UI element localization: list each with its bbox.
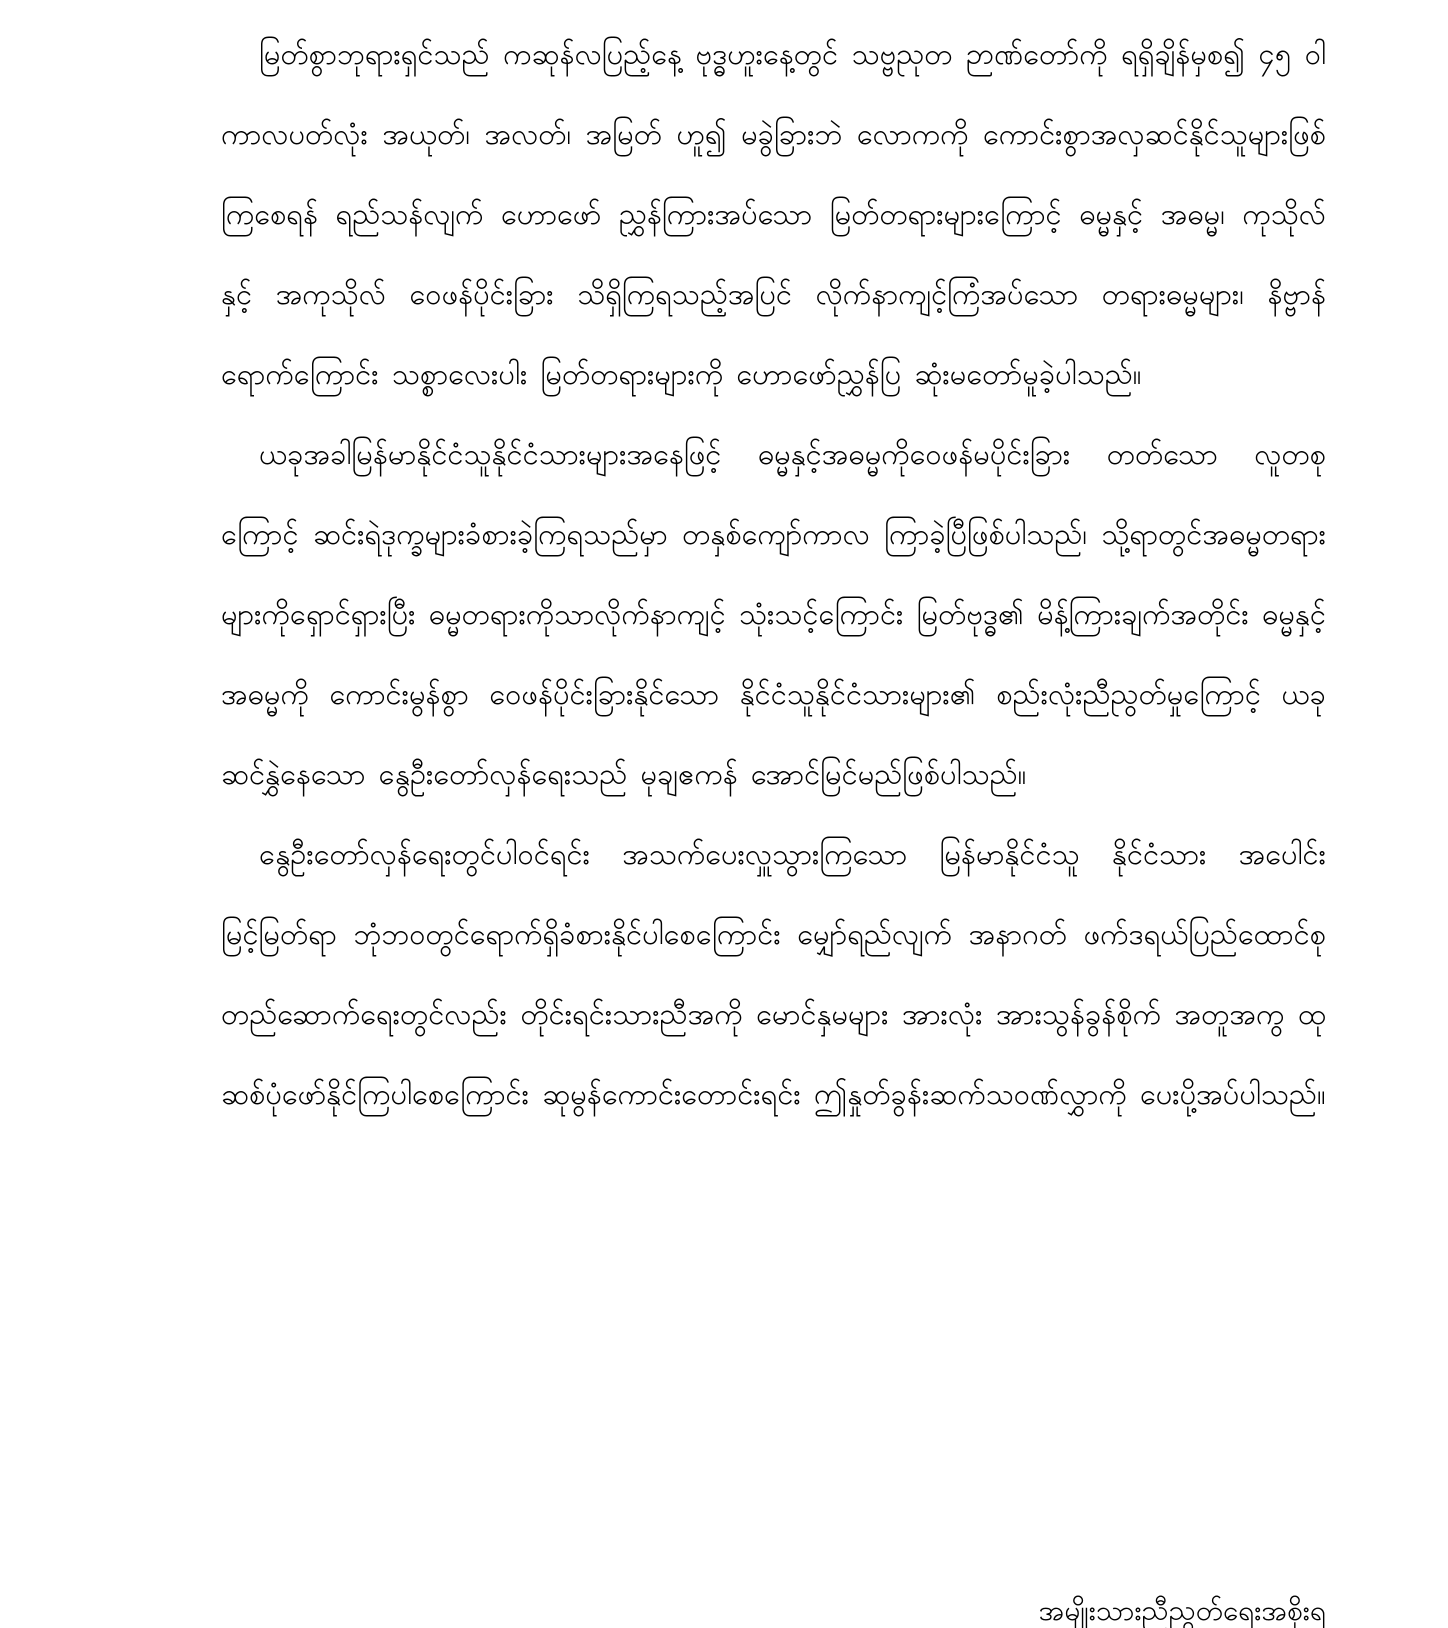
paragraph-buddha-teachings: မြတ်စွာဘုရားရှင်သည် ကဆုန်လပြည့်နေ့ ဗုဒ္ဓဟူးနေ့တွင် သဗ္ဗညုတ ဉာဏ်တော်ကို ရရှိချိန်မှစ၍ ၄၅ ဝါကာလပတ်လုံး အယုတ်၊ အလတ်၊ အမြတ် ဟူ၍ မခွဲခြားဘဲ လောကကို ကောင်းစွာအလှဆင်နိုင်သူများဖြစ်ကြစေရန် ရည်သန်လျက် ဟောဖော် ညွှန်ကြားအပ်သော မြတ်တရားများကြောင့် ဓမ္မနှင့် အဓမ္မ၊ ကုသိုလ်နှင့် အကုသိုလ် ဝေဖန်ပိုင်းခြား သိရှိကြရသည့်အပြင် လိုက်နာကျင့်ကြံအပ်သော တရားဓမ္မများ၊ နိဗ္ဗာန်ရောက်ကြောင်း သစ္စာလေးပါး မြတ်တရားများကို ဟောဖော်ညွှန်ပြ ဆုံးမတော်မူခဲ့ပါသည်။	[221, 37, 1326, 391]
paragraph-current-situation: ယခုအခါမြန်မာနိုင်ငံသူနိုင်ငံသားများအနေဖြင့် ဓမ္မနှင့်အဓမ္မကိုဝေဖန်မပိုင်းခြား တတ်သော လူတစုကြောင့် ဆင်းရဲဒုက္ခများခံစားခဲ့ကြရသည်မှာ တနှစ်ကျော်ကာလ ကြာခဲ့ပြီဖြစ်ပါသည်၊ သို့ရာတွင်အဓမ္မတရားများကိုရှောင်ရှားပြီး ဓမ္မတရားကိုသာလိုက်နာကျင့် သုံးသင့်ကြောင်း မြတ်ဗုဒ္ဓ၏ မိန့်ကြားချက်အတိုင်း ဓမ္မနှင့် အဓမ္မကို ကောင်းမွန်စွာ ဝေဖန်ပိုင်းခြားနိုင်သော နိုင်ငံသူနိုင်ငံသားများ၏ စည်းလုံးညီညွတ်မှုကြောင့် ယခုဆင်နွှဲနေသော နွေဦးတော်လှန်ရေးသည် မုချဧကန် အောင်မြင်မည်ဖြစ်ပါသည်။	[221, 437, 1326, 791]
paragraph-closing-wishes: နွေဦးတော်လှန်ရေးတွင်ပါဝင်ရင်း အသက်ပေးလှူသွားကြသော မြန်မာနိုင်ငံသူ နိုင်ငံသား အပေါင်း မြင့်မြတ်ရာ ဘုံဘဝတွင်ရောက်ရှိခံစားနိုင်ပါစေကြောင်း မျှော်ရည်လျက် အနာဂတ် ဖက်ဒရယ်ပြည်ထောင်စု တည်ဆောက်ရေးတွင်လည်း တိုင်းရင်းသားညီအကို မောင်နှမများ အားလုံး အားသွန်ခွန်စိုက် အတူအကွ ထုဆစ်ပုံဖော်နိုင်ကြပါစေကြောင်း ဆုမွန်ကောင်းတောင်းရင်း ဤနှုတ်ခွန်းဆက်သဝဏ်လွှာကို ပေးပို့အပ်ပါသည်။	[221, 837, 1326, 1111]
signature-issuer: အမျိုးသားညီညွတ်ရေးအစိုးရ	[1038, 1594, 1326, 1627]
message-body	[221, 14, 1326, 1134]
